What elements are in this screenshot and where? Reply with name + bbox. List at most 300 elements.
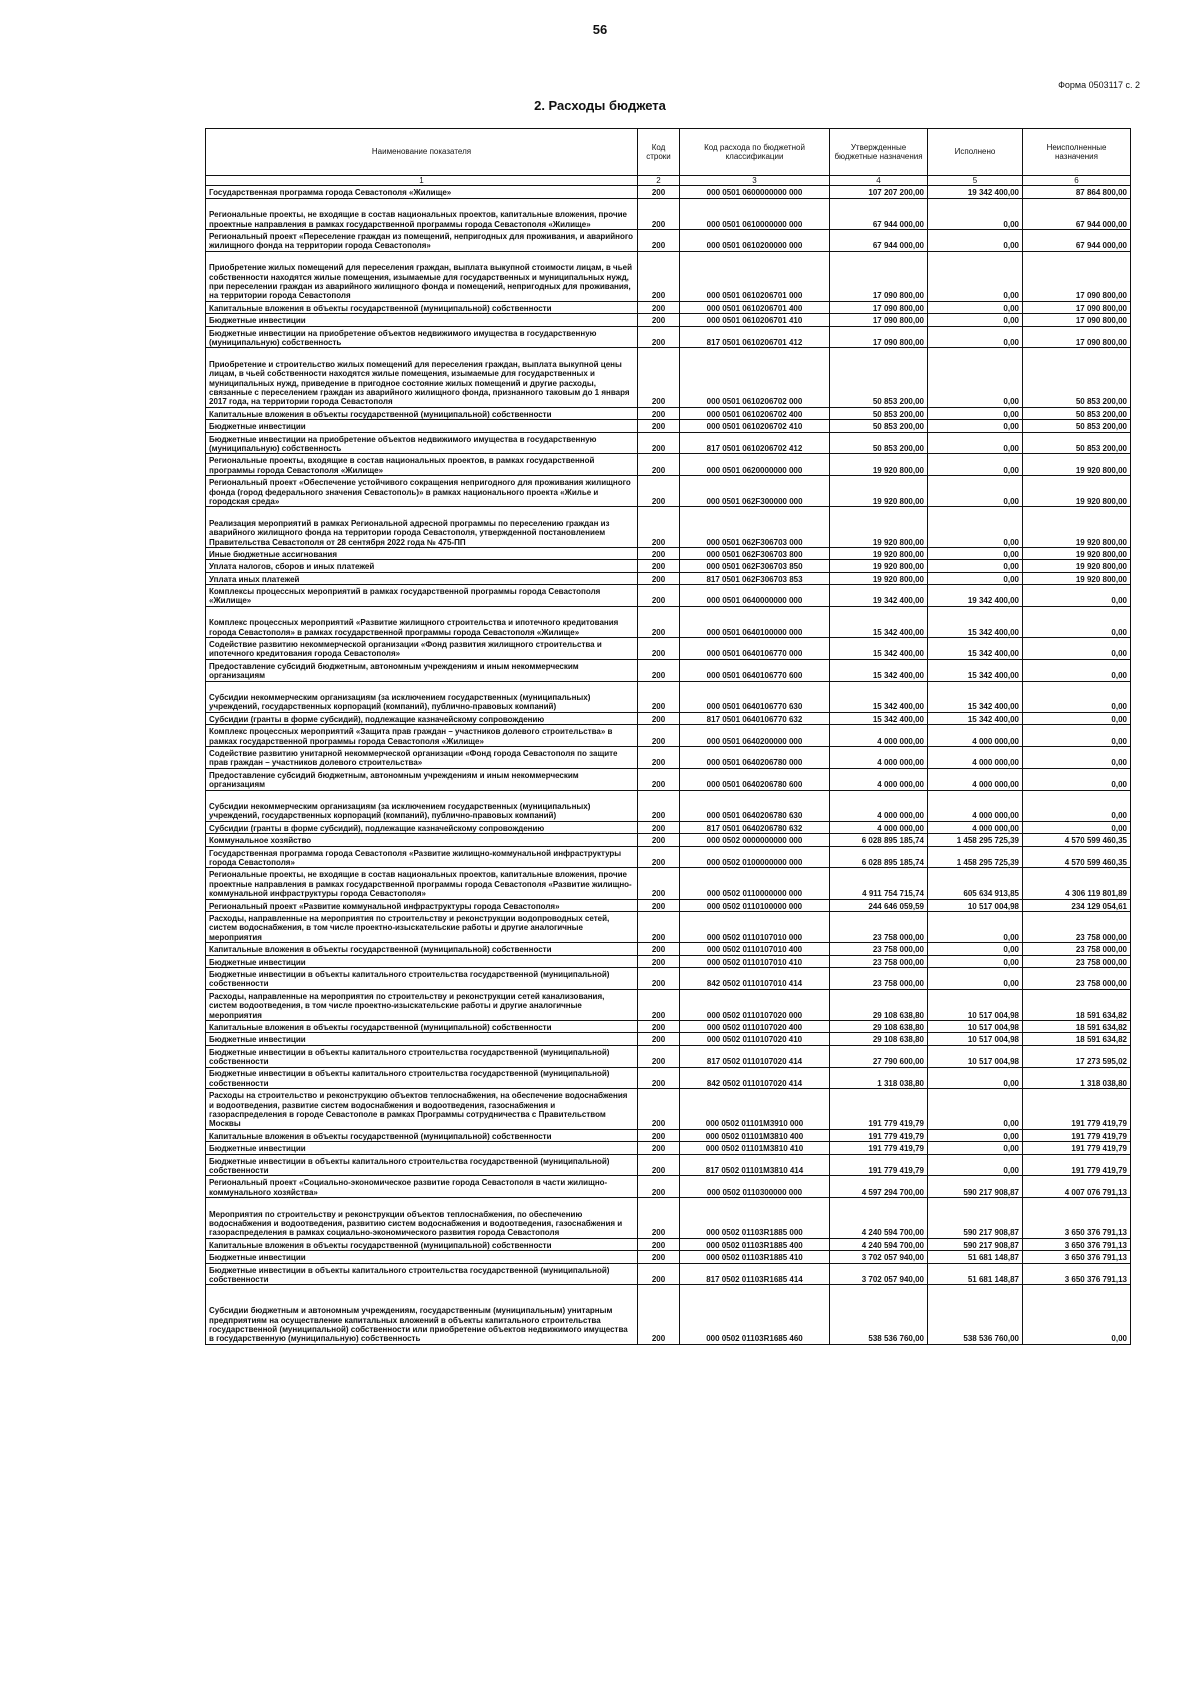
table-row	[206, 560, 1131, 572]
row-name-cell: Мероприятия по строительству и реконструкции объектов теплоснабжения, по обеспечению водоснабжения и водоотведения, развитию систем водоснабжения и водоотведения, газоснабжения и газораспределения в рамках социально-экономического развития города Севастополя	[206, 1198, 638, 1239]
row-classification-cell: 000 0502 0110107020 400	[680, 1020, 830, 1032]
row-classification-cell: 842 0502 0110107020 414	[680, 1067, 830, 1089]
row-classification-cell: 817 0502 0110107020 414	[680, 1045, 830, 1067]
row-executed-cell: 0,00	[928, 572, 1023, 584]
row-name-cell: Комплекс процессных мероприятий «Развитие жилищного строительства и ипотечного кредитования города Севастополя» в рамках государственной программы города Севастополя «Жилище»	[206, 606, 638, 637]
row-code-cell: 200	[638, 834, 680, 846]
row-classification-cell: 817 0502 01101M3810 414	[680, 1154, 830, 1176]
row-executed-cell: 10 517 004,98	[928, 1045, 1023, 1067]
row-classification-cell: 000 0501 0610206701 410	[680, 314, 830, 326]
table-row	[206, 868, 1131, 899]
row-unexecuted-cell: 50 853 200,00	[1023, 432, 1131, 454]
row-executed-cell: 10 517 004,98	[928, 989, 1023, 1020]
row-classification-cell: 000 0502 0110300000 000	[680, 1176, 830, 1198]
row-code-cell: 200	[638, 314, 680, 326]
row-approved-cell: 4 911 754 715,74	[830, 868, 928, 899]
row-code-cell: 200	[638, 725, 680, 747]
row-name-cell: Предоставление субсидий бюджетным, автономным учреждениям и иным некоммерческим организациям	[206, 659, 638, 681]
table-row	[206, 420, 1131, 432]
row-executed-cell: 51 681 148,87	[928, 1263, 1023, 1285]
row-unexecuted-cell: 0,00	[1023, 606, 1131, 637]
row-unexecuted-cell: 191 779 419,79	[1023, 1129, 1131, 1141]
table-row	[206, 314, 1131, 326]
row-classification-cell: 000 0501 0610206701 400	[680, 301, 830, 313]
row-executed-cell: 0,00	[928, 314, 1023, 326]
row-unexecuted-cell: 17 090 800,00	[1023, 251, 1131, 301]
row-name-cell: Реализация мероприятий в рамках Региональной адресной программы по переселению граждан из аварийного жилищного фонда на территории города Севастополя, утвержденной постановлением Правительства Севастополя от 28 сентября 2022 года № 475-ПП	[206, 507, 638, 548]
row-executed-cell: 0,00	[928, 348, 1023, 407]
row-executed-cell: 0,00	[928, 432, 1023, 454]
row-classification-cell: 000 0501 0640000000 000	[680, 585, 830, 607]
row-classification-cell: 000 0502 01101M3910 000	[680, 1089, 830, 1130]
row-classification-cell: 000 0501 062F306703 000	[680, 507, 830, 548]
column-number: 6	[1023, 176, 1131, 186]
table-row	[206, 821, 1131, 833]
row-executed-cell: 19 342 400,00	[928, 585, 1023, 607]
table-row	[206, 186, 1131, 198]
row-executed-cell: 538 536 760,00	[928, 1285, 1023, 1344]
header-approved: Утвержденные бюджетные назначения	[830, 129, 928, 176]
row-unexecuted-cell: 3 650 376 791,13	[1023, 1198, 1131, 1239]
row-code-cell: 200	[638, 1020, 680, 1032]
table-row	[206, 1154, 1131, 1176]
column-number: 5	[928, 176, 1023, 186]
row-executed-cell: 0,00	[928, 955, 1023, 967]
row-executed-cell: 0,00	[928, 301, 1023, 313]
row-unexecuted-cell: 0,00	[1023, 712, 1131, 724]
row-code-cell: 200	[638, 186, 680, 198]
row-approved-cell: 29 108 638,80	[830, 989, 928, 1020]
row-approved-cell: 4 000 000,00	[830, 821, 928, 833]
header-classification: Код расхода по бюджетной классификации	[680, 129, 830, 176]
row-approved-cell: 50 853 200,00	[830, 432, 928, 454]
row-name-cell: Комплексы процессных мероприятий в рамках государственной программы города Севастополя «Жилище»	[206, 585, 638, 607]
row-unexecuted-cell: 18 591 634,82	[1023, 989, 1131, 1020]
row-code-cell: 200	[638, 1129, 680, 1141]
column-number: 3	[680, 176, 830, 186]
row-classification-cell: 000 0502 0110107020 000	[680, 989, 830, 1020]
row-classification-cell: 000 0501 0620000000 000	[680, 454, 830, 476]
row-code-cell: 200	[638, 301, 680, 313]
row-classification-cell: 000 0502 0110107010 410	[680, 955, 830, 967]
row-unexecuted-cell: 17 090 800,00	[1023, 301, 1131, 313]
row-name-cell: Капитальные вложения в объекты государственной (муниципальной) собственности	[206, 943, 638, 955]
row-classification-cell: 842 0502 0110107010 414	[680, 967, 830, 989]
row-name-cell: Приобретение и строительство жилых помещений для переселения граждан, выплата выкупной цены лицам, в чьей собственности находятся жилые помещения, изымаемые для государственных и муниципальных нужд, приведение в пригодное состояние жилых помещений и другие расходы, связанные с переселением граждан из аварийного жилищного фонда, признанного таковым до 1 января 2017 года, на территории города Севастополя	[206, 348, 638, 407]
row-classification-cell: 000 0502 01101M3810 400	[680, 1129, 830, 1141]
row-classification-cell: 000 0502 01103R1885 410	[680, 1251, 830, 1263]
row-classification-cell: 000 0501 0640106770 600	[680, 659, 830, 681]
row-approved-cell: 23 758 000,00	[830, 967, 928, 989]
row-executed-cell: 4 000 000,00	[928, 747, 1023, 769]
table-row	[206, 1033, 1131, 1045]
table-row	[206, 476, 1131, 507]
row-approved-cell: 23 758 000,00	[830, 911, 928, 942]
row-name-cell: Капитальные вложения в объекты государственной (муниципальной) собственности	[206, 1238, 638, 1250]
row-approved-cell: 29 108 638,80	[830, 1020, 928, 1032]
table-row	[206, 725, 1131, 747]
row-name-cell: Региональные проекты, входящие в состав национальных проектов, в рамках государственной программы города Севастополя «Жилище»	[206, 454, 638, 476]
row-name-cell: Приобретение жилых помещений для переселения граждан, выплата выкупной стоимости лицам, в чьей собственности находятся жилые помещения, изымаемые для государственных и муниципальных нужд, при переселении граждан из аварийного жилищного фонда и помещений, непригодных для проживания, на территории города Севастополя	[206, 251, 638, 301]
row-code-cell: 200	[638, 659, 680, 681]
row-approved-cell: 19 920 800,00	[830, 507, 928, 548]
row-classification-cell: 817 0501 0640206780 632	[680, 821, 830, 833]
row-unexecuted-cell: 191 779 419,79	[1023, 1089, 1131, 1130]
row-executed-cell: 605 634 913,85	[928, 868, 1023, 899]
row-code-cell: 200	[638, 1154, 680, 1176]
row-unexecuted-cell: 19 920 800,00	[1023, 560, 1131, 572]
header-unexecuted: Неисполненные назначения	[1023, 129, 1131, 176]
row-name-cell: Бюджетные инвестиции в объекты капитального строительства государственной (муниципальной) собственности	[206, 1263, 638, 1285]
row-classification-cell: 000 0501 0640206780 000	[680, 747, 830, 769]
row-name-cell: Субсидии (гранты в форме субсидий), подлежащие казначейскому сопровождению	[206, 821, 638, 833]
row-approved-cell: 4 240 594 700,00	[830, 1198, 928, 1239]
table-row	[206, 1089, 1131, 1130]
row-code-cell: 200	[638, 955, 680, 967]
row-code-cell: 200	[638, 326, 680, 348]
row-approved-cell: 23 758 000,00	[830, 955, 928, 967]
row-code-cell: 200	[638, 348, 680, 407]
row-unexecuted-cell: 3 650 376 791,13	[1023, 1263, 1131, 1285]
row-name-cell: Бюджетные инвестиции	[206, 1033, 638, 1045]
row-unexecuted-cell: 67 944 000,00	[1023, 229, 1131, 251]
row-unexecuted-cell: 0,00	[1023, 638, 1131, 660]
row-unexecuted-cell: 0,00	[1023, 747, 1131, 769]
table-row	[206, 1129, 1131, 1141]
row-name-cell: Содействие развитию некоммерческой организации «Фонд развития жилищного строительства и ипотечного кредитования города Севастополя»	[206, 638, 638, 660]
table-row	[206, 638, 1131, 660]
row-code-cell: 200	[638, 1263, 680, 1285]
row-code-cell: 200	[638, 638, 680, 660]
row-code-cell: 200	[638, 899, 680, 911]
row-code-cell: 200	[638, 846, 680, 868]
row-code-cell: 200	[638, 1198, 680, 1239]
row-name-cell: Уплата иных платежей	[206, 572, 638, 584]
row-classification-cell: 000 0502 0110107020 410	[680, 1033, 830, 1045]
row-classification-cell: 000 0502 01103R1885 000	[680, 1198, 830, 1239]
row-code-cell: 200	[638, 606, 680, 637]
row-approved-cell: 191 779 419,79	[830, 1142, 928, 1154]
row-code-cell: 200	[638, 967, 680, 989]
row-code-cell: 200	[638, 1238, 680, 1250]
row-code-cell: 200	[638, 989, 680, 1020]
row-name-cell: Иные бюджетные ассигнования	[206, 547, 638, 559]
row-executed-cell: 10 517 004,98	[928, 1033, 1023, 1045]
row-code-cell: 200	[638, 1089, 680, 1130]
row-approved-cell: 29 108 638,80	[830, 1033, 928, 1045]
row-executed-cell: 0,00	[928, 911, 1023, 942]
row-classification-cell: 000 0501 062F306703 800	[680, 547, 830, 559]
row-classification-cell: 000 0502 0000000000 000	[680, 834, 830, 846]
table-row	[206, 326, 1131, 348]
column-number: 4	[830, 176, 928, 186]
row-executed-cell: 10 517 004,98	[928, 899, 1023, 911]
table-row	[206, 1285, 1131, 1344]
row-name-cell: Региональный проект «Обеспечение устойчивого сокращения непригодного для проживания жилищного фонда (город федерального значения Севастополь)» в рамках национального проекта «Жилье и городская среда»	[206, 476, 638, 507]
row-executed-cell: 0,00	[928, 1089, 1023, 1130]
row-executed-cell: 15 342 400,00	[928, 659, 1023, 681]
table-row	[206, 547, 1131, 559]
row-approved-cell: 67 944 000,00	[830, 229, 928, 251]
row-unexecuted-cell: 17 090 800,00	[1023, 314, 1131, 326]
row-name-cell: Бюджетные инвестиции	[206, 1251, 638, 1263]
table-row	[206, 989, 1131, 1020]
row-name-cell: Государственная программа города Севастополя «Жилище»	[206, 186, 638, 198]
row-name-cell: Расходы на строительство и реконструкцию объектов теплоснабжения, на обеспечение водоснабжения и водоотведения, развитие систем водоснабжения и водоотведения, газоснабжения и газораспределения в городе Севастополе в рамках Программы сотрудничества с Правительством Москвы	[206, 1089, 638, 1130]
row-approved-cell: 4 000 000,00	[830, 790, 928, 821]
row-classification-cell: 000 0501 0610200000 000	[680, 229, 830, 251]
table-row	[206, 454, 1131, 476]
row-approved-cell: 19 920 800,00	[830, 476, 928, 507]
row-unexecuted-cell: 17 090 800,00	[1023, 326, 1131, 348]
row-classification-cell: 000 0502 0110107010 000	[680, 911, 830, 942]
row-name-cell: Коммунальное хозяйство	[206, 834, 638, 846]
header-executed: Исполнено	[928, 129, 1023, 176]
row-classification-cell: 817 0501 062F306703 853	[680, 572, 830, 584]
table-row	[206, 659, 1131, 681]
row-approved-cell: 4 000 000,00	[830, 768, 928, 790]
row-classification-cell: 000 0501 0640206780 630	[680, 790, 830, 821]
row-classification-cell: 000 0501 0640206780 600	[680, 768, 830, 790]
row-unexecuted-cell: 4 570 599 460,35	[1023, 834, 1131, 846]
table-row	[206, 1198, 1131, 1239]
row-approved-cell: 6 028 895 185,74	[830, 846, 928, 868]
row-approved-cell: 4 000 000,00	[830, 725, 928, 747]
row-classification-cell: 000 0501 0610206702 400	[680, 407, 830, 419]
row-unexecuted-cell: 50 853 200,00	[1023, 420, 1131, 432]
row-approved-cell: 538 536 760,00	[830, 1285, 928, 1344]
row-code-cell: 200	[638, 229, 680, 251]
row-approved-cell: 19 342 400,00	[830, 585, 928, 607]
row-unexecuted-cell: 19 920 800,00	[1023, 454, 1131, 476]
table-row	[206, 899, 1131, 911]
row-approved-cell: 244 646 059,59	[830, 899, 928, 911]
row-classification-cell: 817 0501 0610206702 412	[680, 432, 830, 454]
row-executed-cell: 0,00	[928, 251, 1023, 301]
row-approved-cell: 17 090 800,00	[830, 251, 928, 301]
row-classification-cell: 000 0501 0610206702 000	[680, 348, 830, 407]
row-approved-cell: 50 853 200,00	[830, 348, 928, 407]
row-classification-cell: 000 0502 0110000000 000	[680, 868, 830, 899]
row-classification-cell: 000 0502 01103R1885 400	[680, 1238, 830, 1250]
row-name-cell: Региональные проекты, не входящие в состав национальных проектов, капитальные вложения, прочие проектные направления в рамках государственной программы города Севастополя «Жилище»	[206, 198, 638, 229]
row-executed-cell: 51 681 148,87	[928, 1251, 1023, 1263]
header-name: Наименование показателя	[206, 129, 638, 176]
row-name-cell: Бюджетные инвестиции в объекты капитального строительства государственной (муниципальной) собственности	[206, 967, 638, 989]
column-number-row	[206, 176, 1131, 186]
row-unexecuted-cell: 19 920 800,00	[1023, 507, 1131, 548]
table-row	[206, 229, 1131, 251]
row-code-cell: 200	[638, 1285, 680, 1344]
row-name-cell: Содействие развитию унитарной некоммерческой организации «Фонд города Севастополя по защите прав граждан – участников долевого строительства»	[206, 747, 638, 769]
row-executed-cell: 0,00	[928, 326, 1023, 348]
row-executed-cell: 10 517 004,98	[928, 1020, 1023, 1032]
row-code-cell: 200	[638, 507, 680, 548]
row-unexecuted-cell: 191 779 419,79	[1023, 1142, 1131, 1154]
row-executed-cell: 1 458 295 725,39	[928, 846, 1023, 868]
row-classification-cell: 817 0501 0610206701 412	[680, 326, 830, 348]
row-executed-cell: 15 342 400,00	[928, 606, 1023, 637]
row-name-cell: Капитальные вложения в объекты государственной (муниципальной) собственности	[206, 1129, 638, 1141]
table-row	[206, 1020, 1131, 1032]
row-name-cell: Бюджетные инвестиции в объекты капитального строительства государственной (муниципальной) собственности	[206, 1045, 638, 1067]
row-unexecuted-cell: 19 920 800,00	[1023, 476, 1131, 507]
row-code-cell: 200	[638, 712, 680, 724]
row-approved-cell: 3 702 057 940,00	[830, 1251, 928, 1263]
row-approved-cell: 15 342 400,00	[830, 638, 928, 660]
row-approved-cell: 19 920 800,00	[830, 560, 928, 572]
row-code-cell: 200	[638, 1045, 680, 1067]
row-unexecuted-cell: 17 273 595,02	[1023, 1045, 1131, 1067]
row-code-cell: 200	[638, 1176, 680, 1198]
row-approved-cell: 15 342 400,00	[830, 681, 928, 712]
row-executed-cell: 19 342 400,00	[928, 186, 1023, 198]
table-row	[206, 1067, 1131, 1089]
row-unexecuted-cell: 18 591 634,82	[1023, 1033, 1131, 1045]
row-code-cell: 200	[638, 476, 680, 507]
row-classification-cell: 000 0501 0610206702 410	[680, 420, 830, 432]
row-classification-cell: 000 0502 0110107010 400	[680, 943, 830, 955]
row-name-cell: Субсидии бюджетным и автономным учреждениям, государственным (муниципальным) унитарным предприятиям на осуществление капитальных вложений в объекты капитального строительства государственной (муниципальной) собственности или приобретение объектов недвижимого имущества в государственную (муниципальную) собственность	[206, 1285, 638, 1344]
row-executed-cell: 0,00	[928, 560, 1023, 572]
row-approved-cell: 107 207 200,00	[830, 186, 928, 198]
row-classification-cell: 000 0501 0600000000 000	[680, 186, 830, 198]
row-unexecuted-cell: 23 758 000,00	[1023, 967, 1131, 989]
row-unexecuted-cell: 1 318 038,80	[1023, 1067, 1131, 1089]
row-executed-cell: 0,00	[928, 1129, 1023, 1141]
row-approved-cell: 191 779 419,79	[830, 1089, 928, 1130]
table-header-row	[206, 129, 1131, 176]
table-row	[206, 747, 1131, 769]
header-code: Код строки	[638, 129, 680, 176]
row-executed-cell: 0,00	[928, 943, 1023, 955]
table-row	[206, 585, 1131, 607]
row-executed-cell: 0,00	[928, 407, 1023, 419]
row-unexecuted-cell: 0,00	[1023, 1285, 1131, 1344]
row-name-cell: Государственная программа города Севастополя «Развитие жилищно-коммунальной инфраструктуры города Севастополя»	[206, 846, 638, 868]
table-row	[206, 768, 1131, 790]
row-approved-cell: 15 342 400,00	[830, 606, 928, 637]
row-unexecuted-cell: 3 650 376 791,13	[1023, 1251, 1131, 1263]
row-name-cell: Бюджетные инвестиции	[206, 420, 638, 432]
row-executed-cell: 4 000 000,00	[928, 790, 1023, 821]
row-executed-cell: 15 342 400,00	[928, 681, 1023, 712]
table-row	[206, 572, 1131, 584]
row-unexecuted-cell: 23 758 000,00	[1023, 911, 1131, 942]
row-unexecuted-cell: 67 944 000,00	[1023, 198, 1131, 229]
row-name-cell: Субсидии некоммерческим организациям (за исключением государственных (муниципальных) учреждений, государственных корпораций (компаний), публично-правовых компаний)	[206, 790, 638, 821]
row-classification-cell: 000 0501 062F306703 850	[680, 560, 830, 572]
row-name-cell: Бюджетные инвестиции	[206, 955, 638, 967]
row-unexecuted-cell: 19 920 800,00	[1023, 572, 1131, 584]
row-executed-cell: 0,00	[928, 420, 1023, 432]
row-executed-cell: 15 342 400,00	[928, 712, 1023, 724]
row-executed-cell: 0,00	[928, 476, 1023, 507]
row-code-cell: 200	[638, 572, 680, 584]
row-name-cell: Региональный проект «Социально-экономическое развитие города Севастополя в части жилищно-коммунального хозяйства»	[206, 1176, 638, 1198]
table-row	[206, 955, 1131, 967]
row-approved-cell: 191 779 419,79	[830, 1129, 928, 1141]
table-row	[206, 846, 1131, 868]
row-executed-cell: 0,00	[928, 1142, 1023, 1154]
table-row	[206, 911, 1131, 942]
table-row	[206, 681, 1131, 712]
row-code-cell: 200	[638, 432, 680, 454]
row-approved-cell: 1 318 038,80	[830, 1067, 928, 1089]
table-row	[206, 251, 1131, 301]
row-unexecuted-cell: 0,00	[1023, 821, 1131, 833]
row-unexecuted-cell: 0,00	[1023, 725, 1131, 747]
row-approved-cell: 4 597 294 700,00	[830, 1176, 928, 1198]
row-classification-cell: 000 0501 0640100000 000	[680, 606, 830, 637]
row-approved-cell: 19 920 800,00	[830, 572, 928, 584]
row-unexecuted-cell: 19 920 800,00	[1023, 547, 1131, 559]
table-row	[206, 1251, 1131, 1263]
row-executed-cell: 0,00	[928, 229, 1023, 251]
row-name-cell: Уплата налогов, сборов и иных платежей	[206, 560, 638, 572]
row-name-cell: Предоставление субсидий бюджетным, автономным учреждениям и иным некоммерческим организациям	[206, 768, 638, 790]
row-executed-cell: 590 217 908,87	[928, 1198, 1023, 1239]
row-approved-cell: 15 342 400,00	[830, 712, 928, 724]
row-approved-cell: 4 240 594 700,00	[830, 1238, 928, 1250]
row-approved-cell: 19 920 800,00	[830, 454, 928, 476]
row-unexecuted-cell: 0,00	[1023, 790, 1131, 821]
row-approved-cell: 3 702 057 940,00	[830, 1263, 928, 1285]
row-name-cell: Расходы, направленные на мероприятия по строительству и реконструкции сетей канализования, систем водоотведения, в том числе проектно-изыскательские работы и другие аналогичные мероприятия	[206, 989, 638, 1020]
page-number: 56	[592, 22, 608, 37]
row-unexecuted-cell: 50 853 200,00	[1023, 407, 1131, 419]
table-row	[206, 432, 1131, 454]
row-executed-cell: 590 217 908,87	[928, 1176, 1023, 1198]
row-classification-cell: 000 0501 0640106770 000	[680, 638, 830, 660]
table-row	[206, 712, 1131, 724]
row-name-cell: Бюджетные инвестиции в объекты капитального строительства государственной (муниципальной) собственности	[206, 1067, 638, 1089]
table-row	[206, 967, 1131, 989]
row-name-cell: Субсидии (гранты в форме субсидий), подлежащие казначейскому сопровождению	[206, 712, 638, 724]
row-executed-cell: 0,00	[928, 967, 1023, 989]
row-unexecuted-cell: 4 306 119 801,89	[1023, 868, 1131, 899]
row-code-cell: 200	[638, 868, 680, 899]
row-executed-cell: 0,00	[928, 507, 1023, 548]
table-row	[206, 507, 1131, 548]
row-executed-cell: 4 000 000,00	[928, 725, 1023, 747]
row-classification-cell: 000 0502 0110100000 000	[680, 899, 830, 911]
row-unexecuted-cell: 50 853 200,00	[1023, 348, 1131, 407]
row-classification-cell: 817 0502 01103R1685 414	[680, 1263, 830, 1285]
row-executed-cell: 4 000 000,00	[928, 821, 1023, 833]
row-unexecuted-cell: 191 779 419,79	[1023, 1154, 1131, 1176]
row-classification-cell: 000 0501 0640200000 000	[680, 725, 830, 747]
row-approved-cell: 23 758 000,00	[830, 943, 928, 955]
row-code-cell: 200	[638, 251, 680, 301]
row-code-cell: 200	[638, 420, 680, 432]
row-executed-cell: 0,00	[928, 547, 1023, 559]
row-code-cell: 200	[638, 747, 680, 769]
row-name-cell: Бюджетные инвестиции в объекты капитального строительства государственной (муниципальной) собственности	[206, 1154, 638, 1176]
row-approved-cell: 17 090 800,00	[830, 314, 928, 326]
table-row	[206, 1045, 1131, 1067]
row-executed-cell: 0,00	[928, 1067, 1023, 1089]
row-code-cell: 200	[638, 790, 680, 821]
column-number: 2	[638, 176, 680, 186]
row-name-cell: Капитальные вложения в объекты государственной (муниципальной) собственности	[206, 407, 638, 419]
row-code-cell: 200	[638, 407, 680, 419]
table-row	[206, 348, 1131, 407]
row-name-cell: Комплекс процессных мероприятий «Защита прав граждан – участников долевого строительства» в рамках государственной программы города Севастополя «Жилище»	[206, 725, 638, 747]
row-approved-cell: 27 790 600,00	[830, 1045, 928, 1067]
row-name-cell: Региональный проект «Развитие коммунальной инфраструктуры города Севастополя»	[206, 899, 638, 911]
row-code-cell: 200	[638, 585, 680, 607]
